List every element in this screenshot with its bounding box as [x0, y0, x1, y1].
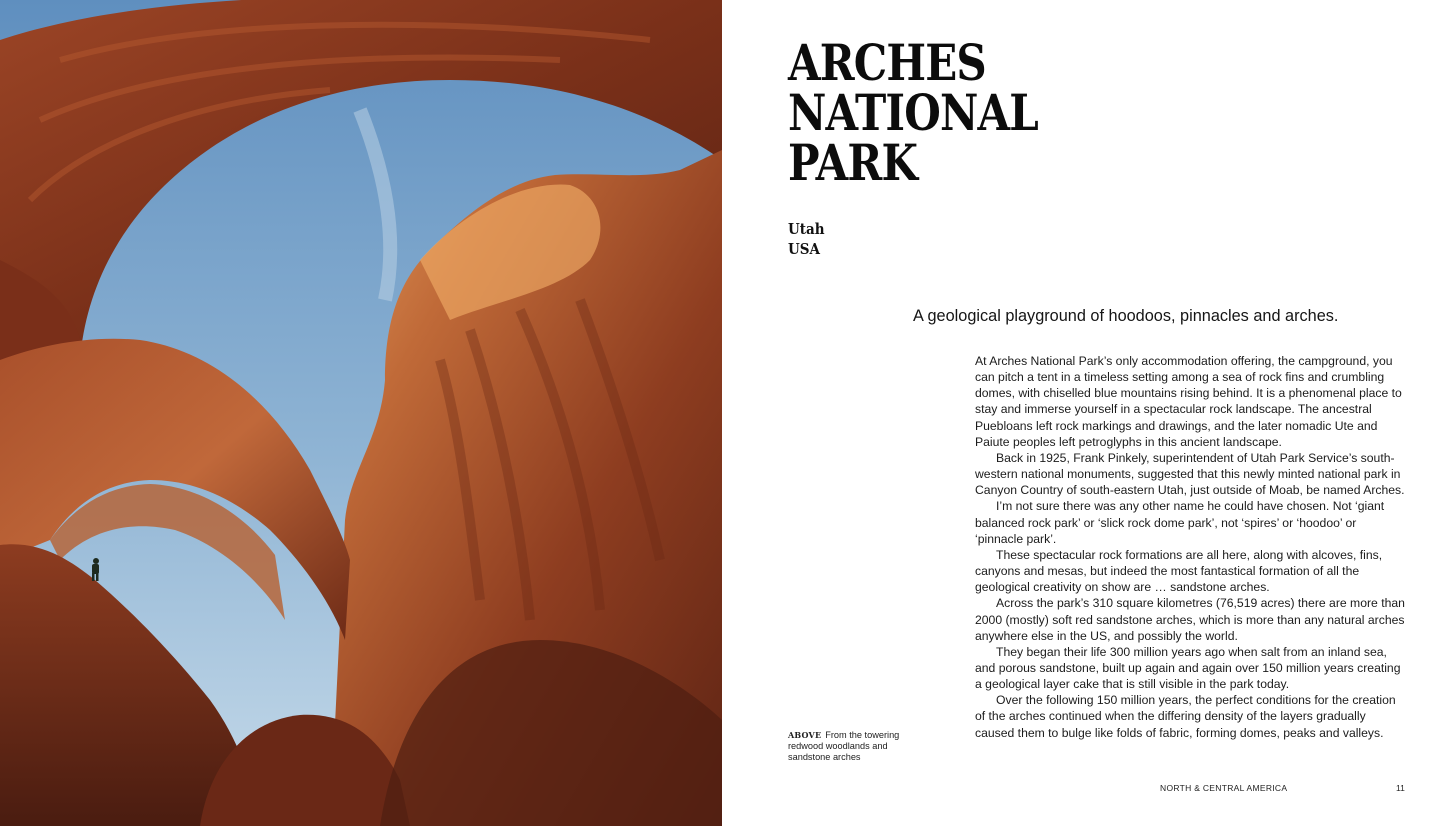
page-title	[788, 33, 1038, 192]
caption-text: From the towering redwood woodlands and sandstone arches	[788, 730, 900, 762]
photo-caption	[788, 730, 913, 763]
body-paragraph: These spectacular rock formations are all here, along with alcoves, fins, canyons and mesas, but indeed the most fantastical formation of all the geological creativity on show are … sandstone arches.	[975, 547, 1383, 595]
body-paragraph: Back in 1925, Frank Pinkely, superintendent of Utah Park Service’s south-western national monuments, suggested that this newly minted national park in Canyon Country of south-eastern Utah, just outside of Moab, be named Arches.	[975, 450, 1405, 498]
title-line: ARCHES	[788, 33, 986, 92]
footer-section-title: NORTH & CENTRAL AMERICA	[1160, 783, 1288, 793]
location-country: USA	[788, 240, 821, 258]
title-line: NATIONAL	[788, 83, 1038, 142]
page-number: 11	[1396, 783, 1405, 793]
body-paragraph: I’m not sure there was any other name he could have chosen. Not ‘giant balanced rock park’ or ‘slick rock dome park’, not ‘spires’ or ‘hoodoo’ or ‘pinnacle park’.	[975, 499, 1385, 546]
subtitle: A geological playground of hoodoos, pinnacles and arches.	[913, 307, 1339, 325]
body-paragraph: Across the park’s 310 square kilometres (76,519 acres) there are more than 2000 (mostly) soft red sandstone arches, which is more than any natural arches anywhere else in the US, and possibly the world.	[975, 596, 1405, 643]
location-region: Utah	[788, 220, 825, 238]
body-paragraph: Over the following 150 million years, the perfect conditions for the creation of the arches continued when the differing density of the layers gradually caused them to bulge like folds of fabric, forming domes, peaks and valleys.	[975, 693, 1396, 740]
body-text	[975, 353, 1405, 741]
body-paragraph: They began their life 300 million years ago when salt from an inland sea, and porous sandstone, built up again and again over 150 million years creating a geological layer cake that is still visible in the park today.	[975, 644, 1401, 692]
caption-label: ABOVE	[788, 730, 822, 740]
location-block	[788, 219, 825, 259]
title-line: PARK	[788, 133, 918, 192]
body-paragraph: At Arches National Park’s only accommodation offering, the campground, you can pitch a tent in a timeless setting among a sea of rock fins and crumbling domes, with chiselled blue mountains rising behind. It is a phenomenal place to stay and immerse yourself in a spectacular rock landscape. The ancestral Puebloans left rock markings and drawings, and the later nomadic Ute and Paiute peoples left petroglyphs in this ancient landscape.	[975, 354, 1402, 449]
double-arch-illustration	[0, 0, 722, 826]
double-arch-photo	[0, 0, 722, 826]
